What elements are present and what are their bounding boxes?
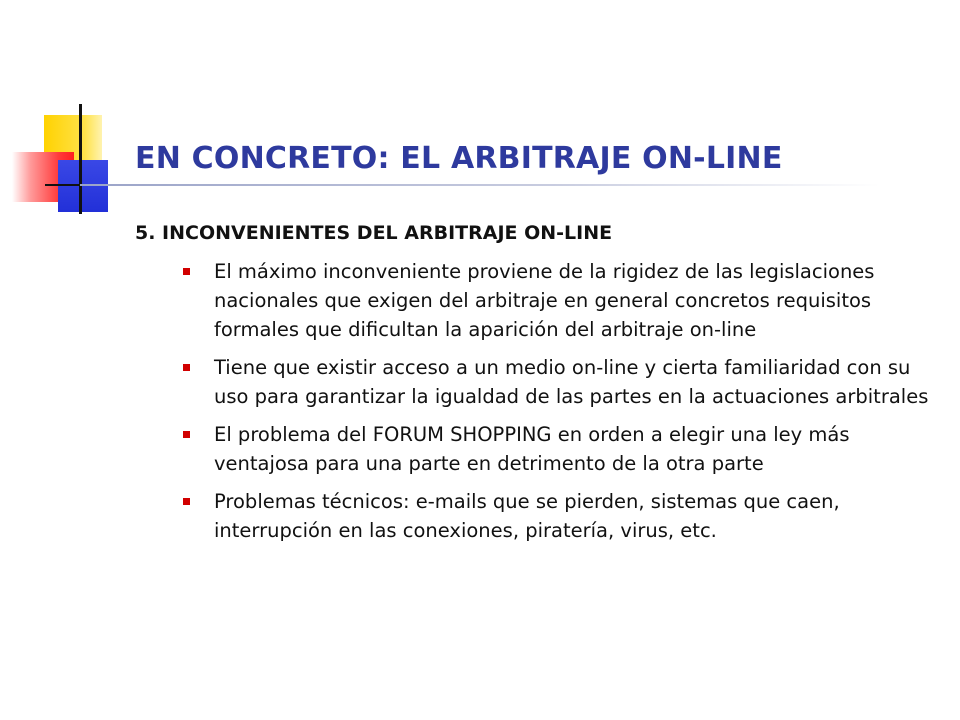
logo-vertical-line — [79, 104, 82, 214]
bullet-square-icon — [183, 431, 190, 438]
bullet-item — [183, 353, 933, 411]
bullet-square-icon — [183, 268, 190, 275]
bullet-item — [183, 420, 933, 478]
bullet-text: Tiene que existir acceso a un medio on-line y cierta familiaridad con su uso para garantizar la igualdad de las partes en la actuaciones arbitrales — [214, 356, 929, 408]
bullet-item — [183, 257, 933, 344]
bullet-item — [183, 487, 933, 545]
bullet-square-icon — [183, 498, 190, 505]
decorative-logo — [0, 0, 140, 230]
bullet-text: El máximo inconveniente proviene de la rigidez de las legislaciones nacionales que exigen del arbitraje en general concretos requisitos formales que dificultan la aparición del arbitraje on-line — [214, 260, 875, 341]
slide-title: EN CONCRETO: EL ARBITRAJE ON-LINE — [135, 141, 783, 176]
bullet-list — [183, 257, 933, 554]
bullet-square-icon — [183, 364, 190, 371]
bullet-text: Problemas técnicos: e-mails que se pierden, sistemas que caen, interrupción en las conexiones, piratería, virus, etc. — [214, 490, 840, 542]
section-heading: 5. INCONVENIENTES DEL ARBITRAJE ON-LINE — [135, 222, 613, 244]
logo-blue-square — [58, 160, 108, 212]
title-underline — [80, 184, 880, 186]
bullet-text: El problema del FORUM SHOPPING en orden a elegir una ley más ventajosa para una parte en detrimento de la otra parte — [214, 423, 850, 475]
